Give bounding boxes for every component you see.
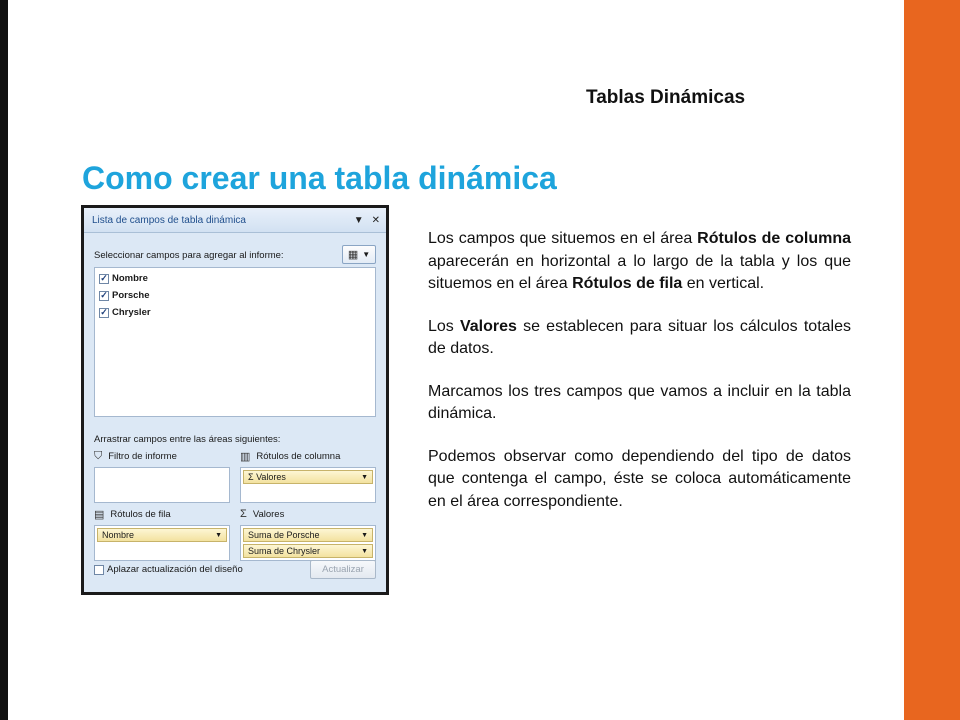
panel-titlebar — [84, 208, 386, 233]
columns-icon: ▥ — [240, 450, 251, 463]
field-list-box — [94, 267, 376, 417]
field-item-chrysler[interactable] — [99, 304, 371, 321]
field-layout-button[interactable] — [342, 245, 376, 264]
layout-icon: ▦ — [347, 249, 359, 261]
defer-update-label: Aplazar actualización del diseño — [107, 564, 243, 575]
field-label: Porsche — [112, 290, 150, 301]
field-label: Nombre — [112, 273, 148, 284]
chevron-down-icon[interactable]: ▼ — [215, 531, 222, 539]
checkbox-checked-icon[interactable]: ✓ — [100, 273, 108, 283]
panel-menu-dropdown-icon[interactable]: ▼ — [353, 214, 364, 226]
defer-update-option[interactable] — [94, 564, 243, 575]
area-report-filter — [94, 449, 230, 503]
area-label: Rótulos de columna — [256, 450, 341, 462]
panel-title: Lista de campos de tabla dinámica — [92, 214, 246, 226]
paragraph-4: Podemos observar como dependiendo del tipo de datos que contenga el campo, éste se coloca automáticamente en el área correspondiente. — [428, 447, 851, 510]
close-icon[interactable]: ✕ — [371, 214, 380, 226]
field-pill-suma-porsche[interactable]: Suma de Porsche ▼ — [243, 528, 373, 542]
area-column-labels — [240, 449, 376, 503]
sigma-icon: Σ — [240, 508, 247, 520]
chevron-down-icon[interactable]: ▼ — [361, 531, 368, 539]
area-label: Filtro de informe — [108, 450, 177, 462]
chevron-down-icon[interactable]: ▼ — [361, 547, 368, 555]
sigma-icon: Σ — [248, 472, 257, 482]
field-pill-suma-chrysler[interactable]: Suma de Chrysler ▼ — [243, 544, 373, 558]
header-title: Tablas Dinámicas — [586, 87, 746, 108]
pivot-field-list-panel — [84, 208, 386, 592]
field-pill-nombre[interactable]: Nombre ▼ — [97, 528, 227, 542]
field-item-nombre[interactable] — [99, 270, 371, 287]
checkbox-unchecked-icon[interactable] — [94, 565, 104, 575]
area-row-labels — [94, 507, 230, 561]
filter-icon: ⛉ — [94, 449, 103, 462]
chevron-down-icon[interactable]: ▼ — [361, 473, 368, 481]
paragraph-2: Los Valores se establecen para situar los cálculos totales de datos. — [428, 317, 852, 357]
pivot-field-list-screenshot — [81, 205, 389, 595]
checkbox-checked-icon[interactable]: ✓ — [100, 290, 108, 300]
orange-side-bar — [904, 0, 960, 720]
paragraph-3: Marcamos los tres campos que vamos a incluir en la tabla dinámica. — [428, 382, 851, 422]
columns-drop-zone[interactable] — [240, 467, 376, 503]
slide-title: Como crear una tabla dinámica — [82, 160, 557, 196]
area-label: Valores — [252, 508, 285, 520]
select-fields-label: Seleccionar campos para agregar al informe: — [94, 250, 284, 261]
area-label: Rótulos de fila — [110, 508, 171, 520]
chevron-down-icon: ▼ — [362, 250, 371, 259]
area-values — [240, 507, 376, 561]
field-label: Chrysler — [112, 307, 151, 318]
body-text — [428, 228, 851, 533]
rows-icon: ▤ — [94, 508, 105, 521]
update-button[interactable]: Actualizar — [310, 560, 376, 579]
left-edge-bar — [0, 0, 8, 720]
filter-drop-zone[interactable] — [94, 467, 230, 503]
checkbox-checked-icon[interactable]: ✓ — [100, 307, 108, 317]
field-pill-valores[interactable]: Σ Valores ▼ — [243, 470, 373, 484]
paragraph-1: Los campos que situemos en el área Rótulos de columna aparecerán en horizontal a lo largo de la tabla y los que situemos en el área Rótulos de fila en vertical. — [428, 230, 851, 292]
field-item-porsche[interactable] — [99, 287, 371, 304]
rows-drop-zone[interactable] — [94, 525, 230, 561]
values-drop-zone[interactable] — [240, 525, 376, 561]
drag-fields-label: Arrastrar campos entre las áreas siguientes: — [94, 434, 281, 445]
